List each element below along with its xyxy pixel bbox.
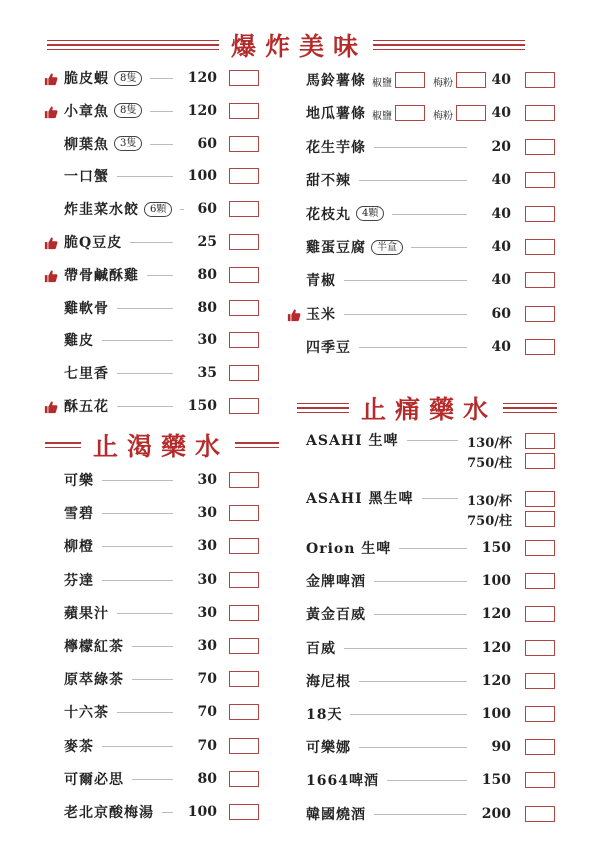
item-name: 雞軟骨	[64, 300, 109, 317]
item-price: 90	[491, 739, 511, 756]
item-name: 可樂	[64, 473, 94, 489]
item-name: 金牌啤酒	[306, 574, 366, 591]
item-price: 150	[481, 772, 511, 789]
menu-item	[306, 770, 379, 790]
menu-item	[64, 702, 109, 722]
order-checkbox[interactable]	[229, 704, 259, 720]
order-checkbox[interactable]	[229, 771, 259, 787]
item-price: 120	[481, 672, 511, 689]
title-soft-drinks	[45, 427, 279, 463]
order-checkbox[interactable]	[229, 201, 259, 217]
item-price: 35	[197, 365, 217, 382]
item-price: 20	[491, 138, 511, 155]
item-price: 100	[481, 706, 511, 722]
order-checkbox[interactable]	[229, 572, 259, 588]
menu-item	[306, 237, 403, 257]
order-checkbox[interactable]	[525, 806, 555, 822]
item-name: 雞皮	[64, 333, 94, 350]
section-title-alcohol: 止痛藥水	[361, 395, 498, 424]
item-name: 蘋果汁	[64, 605, 109, 622]
item-name: 甜不辣	[306, 173, 351, 190]
item-name: 炸韭菜水餃	[64, 202, 139, 219]
order-checkbox[interactable]	[525, 673, 555, 689]
thumbs-up-icon	[44, 235, 58, 249]
order-checkbox[interactable]	[525, 491, 555, 507]
order-checkbox[interactable]	[229, 605, 259, 621]
menu-item	[64, 736, 94, 756]
menu-item	[306, 488, 414, 508]
item-price: 130/杯	[467, 494, 512, 509]
order-checkbox[interactable]	[525, 772, 555, 788]
menu-item	[306, 204, 384, 224]
item-price: 80	[197, 770, 217, 787]
menu-item	[64, 232, 122, 252]
item-name: 柳橙	[64, 539, 94, 556]
menu-item	[306, 337, 351, 357]
item-price: 40	[491, 239, 511, 255]
order-checkbox[interactable]	[229, 505, 259, 521]
item-name: 檸檬紅茶	[64, 639, 124, 655]
item-name: 脆Q豆皮	[64, 235, 123, 251]
item-name: 酥五花	[64, 399, 109, 415]
thumbs-up-icon	[44, 399, 58, 413]
order-checkbox[interactable]	[525, 339, 555, 355]
order-checkbox[interactable]	[229, 103, 259, 119]
item-price: 30	[197, 571, 217, 588]
title-fried	[47, 27, 525, 63]
menu-item	[306, 538, 391, 558]
menu-item	[64, 265, 139, 285]
order-checkbox[interactable]	[395, 72, 425, 88]
quantity-badge: 半盒	[371, 240, 403, 255]
item-name: 柳葉魚	[64, 136, 109, 153]
item-price: 80	[197, 299, 217, 316]
menu-item	[306, 170, 351, 190]
order-checkbox[interactable]	[229, 365, 259, 381]
menu-item	[64, 363, 109, 383]
item-price: 150	[187, 398, 217, 414]
item-name: 老北京酸梅湯	[64, 805, 154, 821]
order-checkbox[interactable]	[525, 172, 555, 188]
item-price: 150	[481, 540, 511, 556]
thumbs-up-icon	[44, 104, 58, 118]
order-checkbox[interactable]	[525, 433, 555, 449]
item-name: 帶骨鹹酥雞	[64, 267, 139, 284]
item-price: 40	[491, 205, 511, 222]
order-checkbox[interactable]	[229, 136, 259, 152]
item-price: 750/柱	[467, 456, 512, 471]
item-price: 40	[491, 105, 511, 122]
thumbs-up-icon	[44, 71, 58, 85]
item-name: 海尼根	[306, 673, 351, 690]
quantity-badge: 6顆	[144, 202, 172, 217]
item-price: 40	[491, 172, 511, 189]
item-price: 100	[187, 804, 217, 820]
order-checkbox[interactable]	[525, 739, 555, 755]
item-name: 18天	[306, 707, 343, 723]
item-price: 750/柱	[467, 514, 512, 529]
menu-item	[64, 503, 94, 523]
order-checkbox[interactable]	[229, 234, 259, 250]
item-name: 十六茶	[64, 705, 109, 722]
item-name: 雪碧	[64, 506, 94, 523]
order-checkbox[interactable]	[395, 105, 425, 121]
quantity-badge: 8隻	[114, 103, 142, 118]
menu-item	[306, 604, 366, 624]
menu-item	[306, 638, 336, 658]
item-price: 120	[187, 102, 217, 119]
thumbs-up-icon	[287, 307, 301, 321]
order-checkbox[interactable]	[229, 168, 259, 184]
menu-item	[64, 134, 142, 154]
order-checkbox[interactable]	[525, 105, 555, 121]
order-checkbox[interactable]	[525, 540, 555, 556]
item-name: 七里香	[64, 366, 109, 383]
quantity-badge: 8隻	[114, 71, 142, 86]
order-checkbox[interactable]	[229, 70, 259, 86]
item-price: 100	[481, 573, 511, 590]
item-price: 30	[197, 638, 217, 654]
item-name: 芬達	[64, 572, 94, 589]
section-title-fried: 爆炸美味	[231, 32, 368, 61]
menu-item	[306, 103, 366, 123]
menu-item	[306, 430, 399, 450]
item-price: 200	[481, 805, 511, 822]
item-price: 25	[197, 234, 217, 250]
item-name: 青椒	[306, 273, 336, 290]
menu-item	[64, 396, 109, 416]
quantity-badge: 3隻	[114, 136, 142, 151]
item-price: 40	[491, 339, 511, 356]
dotted-leader	[344, 648, 467, 649]
dotted-leader	[350, 714, 467, 715]
menu-item	[306, 704, 342, 724]
menu-item	[306, 804, 366, 824]
order-checkbox[interactable]	[525, 706, 555, 722]
item-name: 韓國燒酒	[306, 806, 366, 823]
menu-item	[64, 298, 109, 318]
item-name: ASAHI 黑生啤	[306, 491, 414, 507]
quantity-badge: 4顆	[356, 206, 384, 221]
item-name: 一口蟹	[64, 169, 109, 186]
item-price: 120	[187, 70, 217, 86]
order-checkbox[interactable]	[525, 573, 555, 589]
item-name: 雞蛋豆腐	[306, 240, 366, 256]
menu-item	[64, 603, 109, 623]
seasoning-option-label: 梅粉	[433, 111, 453, 123]
item-price: 120	[481, 639, 511, 656]
item-price: 30	[197, 604, 217, 621]
order-checkbox[interactable]	[229, 300, 259, 316]
order-checkbox[interactable]	[525, 640, 555, 656]
item-name: 四季豆	[306, 340, 351, 357]
menu-item	[64, 669, 124, 689]
item-price: 100	[187, 168, 217, 185]
item-name: 百威	[306, 640, 336, 657]
order-checkbox[interactable]	[525, 511, 555, 527]
item-name: 麥茶	[64, 738, 94, 755]
item-name: 原萃綠茶	[64, 672, 124, 689]
item-price: 60	[197, 135, 217, 152]
item-name: 玉米	[306, 306, 336, 323]
menu-item	[306, 304, 336, 324]
order-checkbox[interactable]	[229, 398, 259, 414]
order-checkbox[interactable]	[525, 239, 555, 255]
item-price: 30	[197, 505, 217, 522]
order-checkbox[interactable]	[229, 538, 259, 554]
seasoning-option-label: 椒鹽	[372, 111, 392, 123]
menu-item	[64, 101, 142, 121]
order-checkbox[interactable]	[525, 606, 555, 622]
menu-item	[306, 671, 351, 691]
menu-item	[64, 470, 94, 490]
menu-item	[64, 570, 94, 590]
title-alcohol	[297, 390, 557, 426]
menu-item	[64, 536, 94, 556]
order-checkbox[interactable]	[525, 206, 555, 222]
item-price: 70	[197, 671, 217, 688]
menu-item	[306, 270, 336, 290]
order-checkbox[interactable]	[525, 306, 555, 322]
seasoning-option-label: 椒鹽	[372, 78, 392, 89]
item-price: 70	[197, 737, 217, 754]
order-checkbox[interactable]	[525, 272, 555, 288]
item-name: 可樂娜	[306, 740, 351, 757]
item-price: 70	[197, 704, 217, 721]
item-price: 80	[197, 266, 217, 283]
menu-item	[306, 737, 351, 757]
order-checkbox[interactable]	[229, 267, 259, 283]
order-checkbox[interactable]	[525, 72, 555, 88]
menu-item	[306, 571, 366, 591]
item-name: 花生芋條	[306, 139, 366, 156]
item-name: 小章魚	[64, 103, 109, 120]
menu-item	[64, 636, 124, 656]
item-price: 60	[197, 201, 217, 218]
item-name: Orion 生啤	[306, 541, 392, 557]
menu-item	[64, 802, 154, 822]
order-checkbox[interactable]	[229, 332, 259, 348]
menu-item	[64, 330, 94, 350]
menu-item	[64, 166, 109, 186]
item-name: 可爾必思	[64, 771, 124, 788]
section-title-soft-drinks: 止渴藥水	[93, 432, 230, 461]
thumbs-up-icon	[44, 268, 58, 282]
menu-item	[64, 769, 124, 789]
menu-item	[306, 70, 366, 90]
item-price: 30	[197, 472, 217, 488]
order-checkbox[interactable]	[229, 472, 259, 488]
item-name: 黃金百威	[306, 607, 366, 624]
item-name: 脆皮蝦	[64, 71, 109, 87]
item-price: 30	[197, 538, 217, 555]
dotted-leader	[344, 314, 467, 315]
order-checkbox[interactable]	[525, 453, 555, 469]
order-checkbox[interactable]	[229, 638, 259, 654]
item-price: 60	[491, 305, 511, 322]
item-price: 40	[491, 272, 511, 289]
menu-item	[306, 137, 366, 157]
item-name: 花枝丸	[306, 206, 351, 223]
order-checkbox[interactable]	[525, 139, 555, 155]
order-checkbox[interactable]	[229, 671, 259, 687]
item-name: 馬鈴薯條	[306, 73, 366, 89]
item-name: ASAHI 生啤	[306, 433, 399, 449]
order-checkbox[interactable]	[229, 804, 259, 820]
item-price: 130/杯	[467, 436, 512, 451]
item-name: 1664啤酒	[306, 773, 379, 790]
order-checkbox[interactable]	[229, 738, 259, 754]
item-price: 30	[197, 332, 217, 349]
seasoning-option-label: 梅粉	[433, 78, 453, 89]
menu-item	[64, 68, 142, 88]
item-price: 120	[481, 606, 511, 623]
item-price: 40	[491, 72, 511, 88]
dotted-leader	[344, 280, 467, 281]
item-name: 地瓜薯條	[306, 106, 366, 123]
